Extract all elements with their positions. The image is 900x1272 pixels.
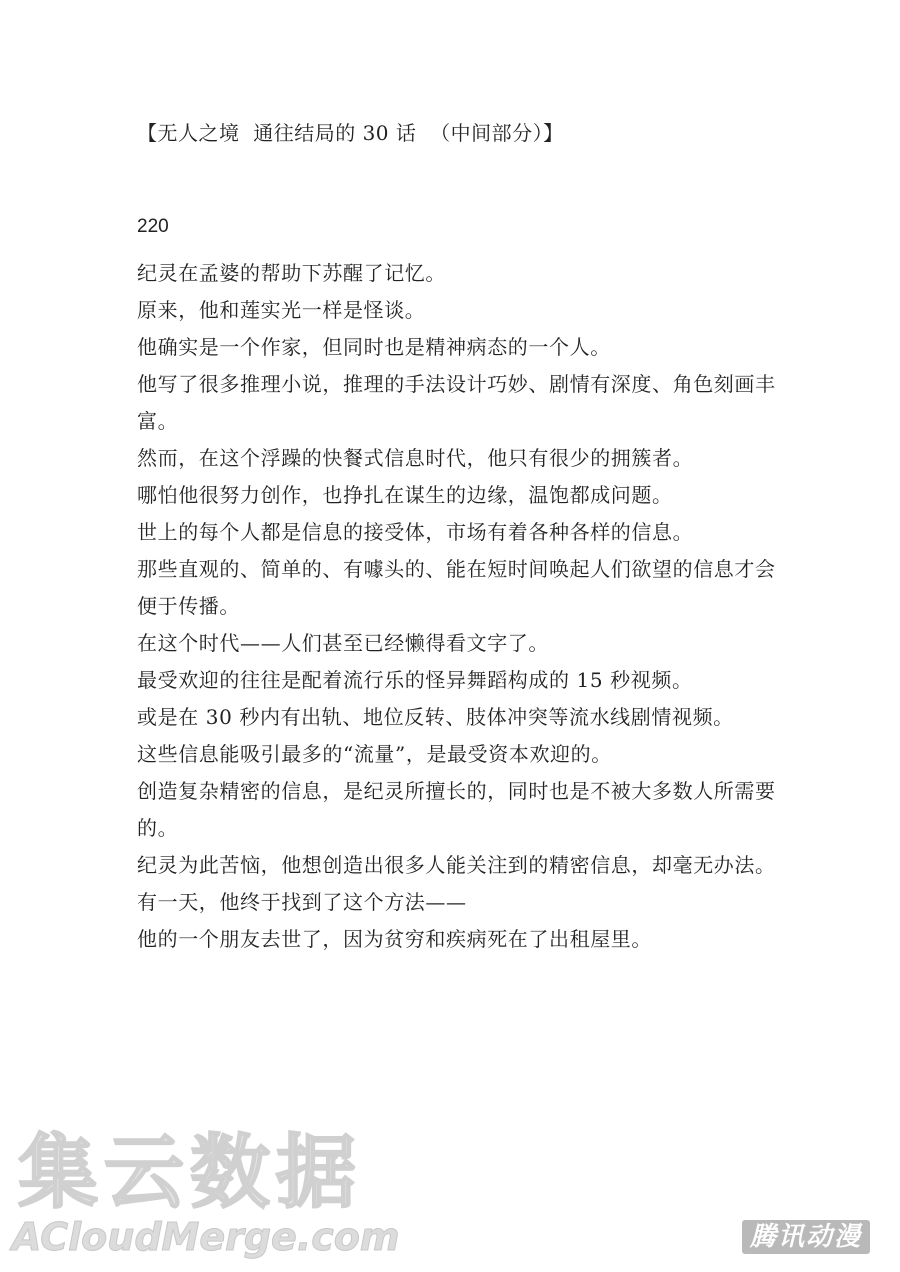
page-title: 【无人之境 通往结局的 30 话 （中间部分）】 bbox=[137, 121, 564, 145]
paragraph: 纪灵在孟婆的帮助下苏醒了记忆。 bbox=[137, 261, 446, 285]
paragraph: 他的一个朋友去世了，因为贫穷和疾病死在了出租屋里。 bbox=[137, 927, 652, 951]
paragraph: 原来，他和莲实光一样是怪谈。 bbox=[137, 298, 426, 322]
watermark-url: ACloudMerge.com bbox=[12, 1215, 400, 1259]
paragraph: 最受欢迎的往往是配着流行乐的怪异舞蹈构成的 15 秒视频。 bbox=[137, 668, 693, 692]
paragraph: 纪灵为此苦恼，他想创造出很多人能关注到的精密信息，却毫无办法。 bbox=[137, 853, 776, 877]
watermark-acloudmerge bbox=[8, 1126, 400, 1268]
paragraph: 他写了很多推理小说，推理的手法设计巧妙、剧情有深度、角色刻画丰富。 bbox=[137, 372, 776, 433]
watermark-tencent-comic: 腾讯动漫 bbox=[742, 1220, 870, 1254]
paragraph: 然而，在这个浮躁的快餐式信息时代，他只有很少的拥簇者。 bbox=[137, 446, 694, 470]
paragraph: 有一天，他终于找到了这个方法—— bbox=[137, 890, 467, 914]
paragraph: 他确实是一个作家，但同时也是精神病态的一个人。 bbox=[137, 335, 611, 359]
paragraph: 世上的每个人都是信息的接受体，市场有着各种各样的信息。 bbox=[137, 520, 694, 544]
paragraph: 这些信息能吸引最多的“流量”，是最受资本欢迎的。 bbox=[137, 742, 612, 766]
body-text bbox=[137, 255, 777, 958]
watermark-logo-text: 集云数据 bbox=[18, 1126, 362, 1219]
paragraph: 在这个时代——人们甚至已经懒得看文字了。 bbox=[137, 631, 549, 655]
paragraph: 那些直观的、简单的、有噱头的、能在短时间唤起人们欲望的信息才会便于传播。 bbox=[137, 557, 776, 618]
chapter-number: 220 bbox=[137, 216, 169, 237]
paragraph: 创造复杂精密的信息，是纪灵所擅长的，同时也是不被大多数人所需要的。 bbox=[137, 779, 776, 840]
paragraph: 哪怕他很努力创作，也挣扎在谋生的边缘，温饱都成问题。 bbox=[137, 483, 673, 507]
paragraph: 或是在 30 秒内有出轨、地位反转、肢体冲突等流水线剧情视频。 bbox=[137, 705, 734, 729]
